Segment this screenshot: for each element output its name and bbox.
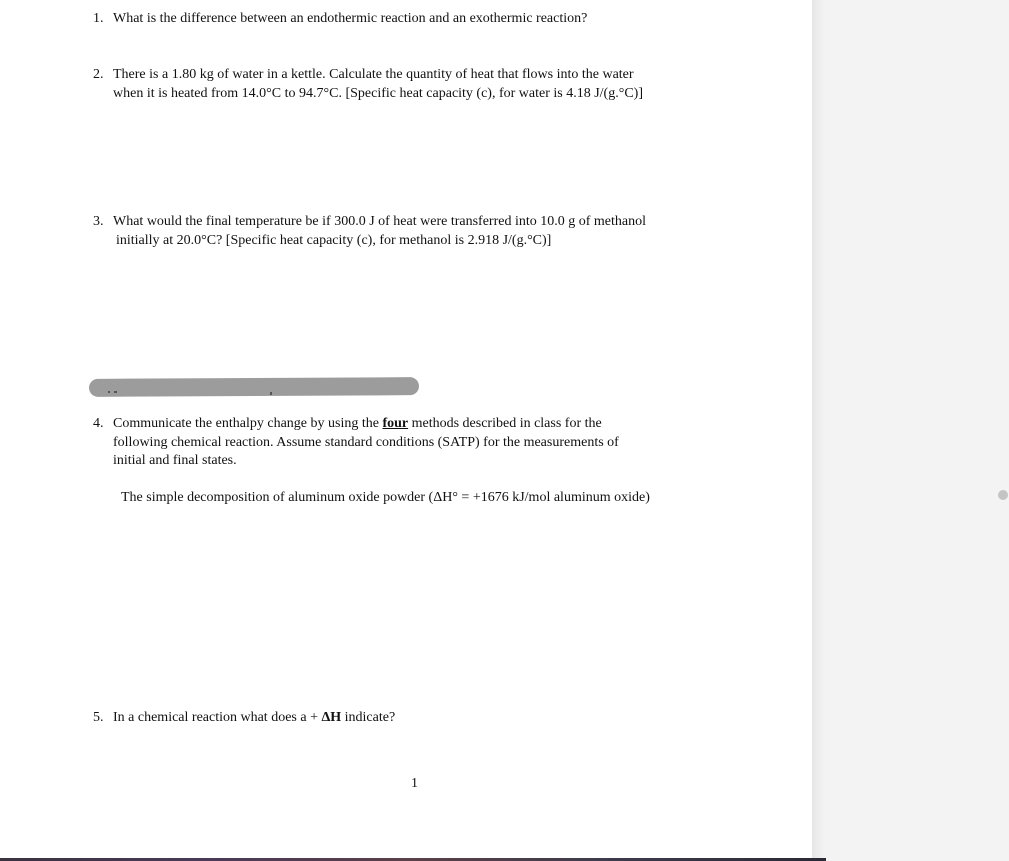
question-text [113, 213, 646, 250]
question-number: 1. [93, 11, 104, 26]
question-text [113, 66, 643, 103]
text-run: methods described in class for the [408, 416, 602, 431]
question-line: initial and final states. [113, 453, 237, 468]
question-line: when it is heated from 14.0°C to 94.7°C. [Specific heat capacity (c), for water is 4.18 J/(g.°C)] [113, 85, 643, 101]
delta-h-symbol: ΔH [321, 710, 342, 725]
question-text [113, 10, 587, 29]
question-text [113, 415, 619, 471]
question-number: 3. [93, 214, 104, 229]
question-line [113, 709, 395, 728]
question-line [113, 415, 619, 434]
question-line: There is a 1.80 kg of water in a kettle. Calculate the quantity of heat that flows into the water [113, 67, 634, 82]
question-text [113, 709, 395, 728]
text-run: In a chemical reaction what does a + [113, 710, 322, 725]
emphasis-four: four [382, 416, 409, 431]
question-line: following chemical reaction. Assume standard conditions (SATP) for the measurements of [113, 434, 619, 450]
page-shadow [812, 0, 824, 861]
reaction-description: The simple decomposition of aluminum oxide powder (ΔH° = +1676 kJ/mol aluminum oxide) [121, 490, 650, 505]
question-line: What would the final temperature be if 300.0 J of heat were transferred into 10.0 g of methanol [113, 214, 646, 229]
question-number: 2. [93, 67, 104, 82]
question-number: 5. [93, 710, 104, 725]
redaction-residue [100, 388, 400, 396]
page-number: 1 [411, 776, 418, 791]
text-run: Communicate the enthalpy change by using the [113, 416, 383, 431]
text-run: indicate? [341, 710, 396, 725]
question-line: What is the difference between an endothermic reaction and an exothermic reaction? [113, 11, 588, 26]
question-line: initially at 20.0°C? [Specific heat capacity (c), for methanol is 2.918 J/(g.°C)] [116, 232, 552, 248]
scroll-indicator[interactable] [998, 490, 1008, 500]
question-number: 4. [93, 416, 104, 431]
